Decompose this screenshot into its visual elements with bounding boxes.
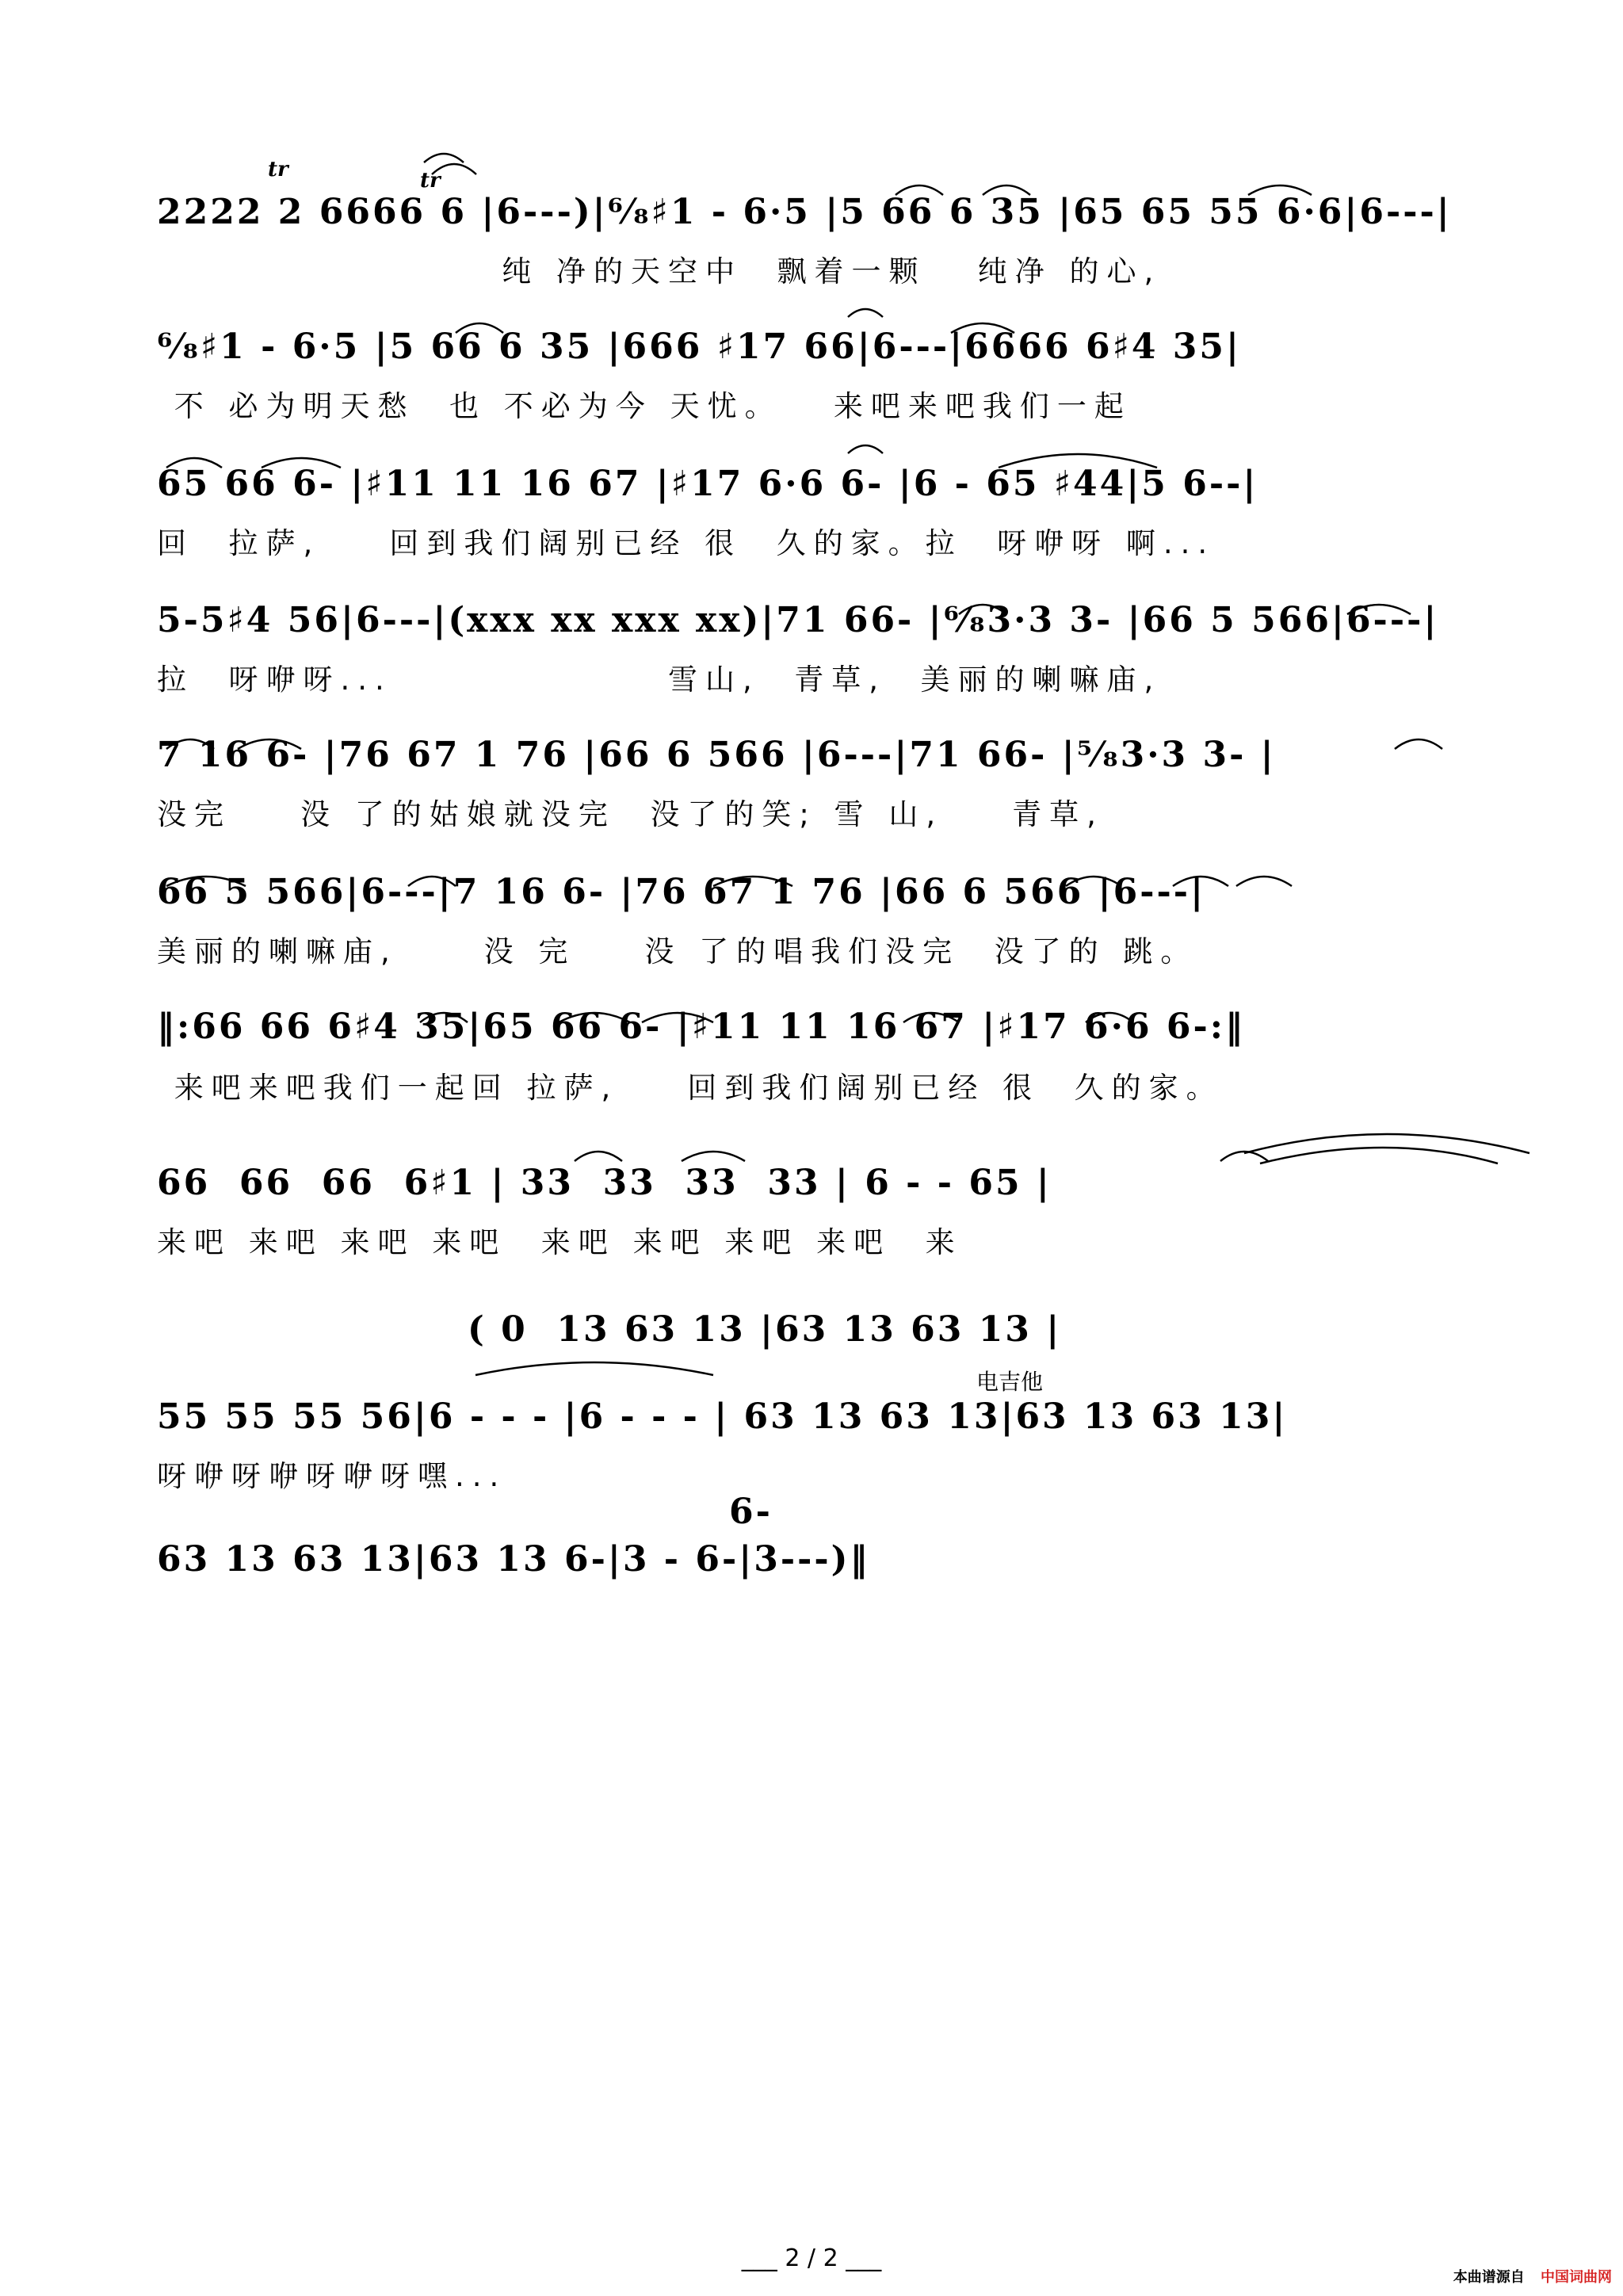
- lyrics-line-3: 回 拉萨, 回到我们阔别已经 很 久的家。拉 呀咿呀 啊...: [157, 526, 1216, 560]
- score-system-2: ⁶⁄₈♯1 - 6·5 |5 66 6 35 |666 ♯17 66|6---|6666 6♯4 35|: [157, 327, 1242, 367]
- credit-source: 本曲谱源自: [1453, 2269, 1525, 2286]
- score-system-9: 55 55 55 56|6 - - - |6 - - - | 63 13 63 13|63 13 63 13|: [157, 1396, 1288, 1437]
- score-system-10-ending: 63 13 63 13|63 13 6-|3 - 6-|3---)‖: [157, 1539, 870, 1580]
- lyrics-line-9: 呀咿呀咿呀咿呀嘿...: [157, 1459, 507, 1493]
- score-system-6: 66 5 566|6---|7 16 6- |76 67 1 76 |66 6 566 |6---|: [157, 872, 1206, 912]
- chord-above: 6-: [729, 1492, 773, 1532]
- lyrics-line-8: 来吧 来吧 来吧 来吧 来吧 来吧 来吧 来吧 来: [157, 1225, 963, 1259]
- score-system-4: 5-5♯4 56|6---|(xxx xx xxx xx)|71 66- |⁶⁄₈3·3 3- |66 5 566|6---|: [157, 600, 1439, 640]
- credit-site: 中国词曲网: [1541, 2269, 1612, 2286]
- lyrics-line-4: 拉 呀咿呀... 雪山, 青草, 美丽的喇嘛庙,: [157, 663, 1162, 697]
- score-system-7-repeat: ‖:66 66 6♯4 35|65 66 6- |♯11 11 16 67 |♯17 6·6 6-:‖: [157, 1007, 1246, 1047]
- credit-watermark: [1453, 2266, 1612, 2286]
- lyrics-line-6: 美丽的喇嘛庙, 没 完 没 了的唱我们没完 没了的 跳。: [157, 934, 1198, 968]
- svg-text:tr: tr: [268, 158, 288, 181]
- score-system-8: 66 66 66 6♯1 | 33 33 33 33 | 6 - - 65 |: [157, 1163, 1052, 1203]
- instrument-label: 电吉他: [976, 1369, 1044, 1395]
- score-system-3: 65 66 6- |♯11 11 16 67 |♯17 6·6 6- |6 - 65 ♯44|5 6--|: [157, 464, 1258, 504]
- accompaniment-line: ( 0 13 63 13 |63 13 63 13 |: [468, 1309, 1062, 1350]
- score-system-1: 2222 2 6666 6 |6---)|⁶⁄₈♯1 - 6·5 |5 66 6 35 |65 65 55 6·6|6---|: [157, 192, 1452, 232]
- lyrics-line-2: 不 必为明天愁 也 不必为今 天忧。 来吧来吧我们一起: [157, 389, 1132, 423]
- lyrics-line-7: 来吧来吧我们一起回 拉萨, 回到我们阔别已经 很 久的家。: [157, 1071, 1224, 1105]
- score-system-5: 7 16 6- |76 67 1 76 |66 6 566 |6---|71 66- |⁵⁄₈3·3 3- |: [157, 735, 1276, 775]
- svg-text:tr: tr: [420, 169, 441, 193]
- lyrics-line-5: 没完 没 了的姑娘就没完 没了的笑; 雪 山, 青草,: [157, 797, 1104, 831]
- page-number: ___ 2 / 2 ___: [741, 2244, 882, 2272]
- lyrics-line-1: 纯 净的天空中 飘着一颗 纯净 的心,: [157, 254, 1162, 288]
